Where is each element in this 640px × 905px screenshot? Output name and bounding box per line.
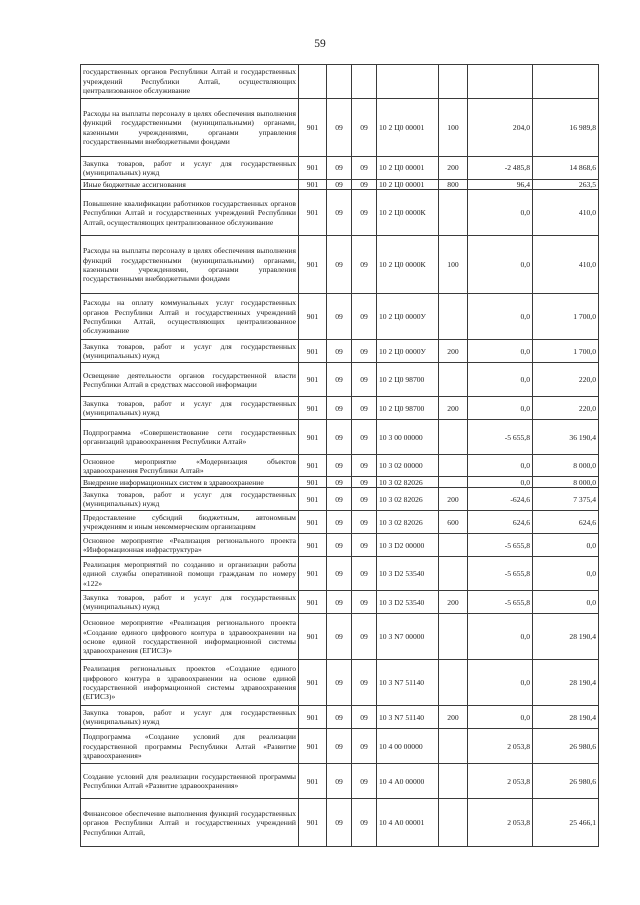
expense-type-cell: 200: [439, 706, 468, 729]
row-name-cell: Закупка товаров, работ и услуг для государственных (муниципальных) нужд: [81, 706, 299, 729]
expense-type-cell: [439, 477, 468, 488]
expense-type-cell: [439, 190, 468, 236]
subsection-cell: 09: [352, 799, 377, 847]
total-amount-cell: 263,5: [533, 180, 599, 190]
target-article-cell: 10 3 02 82026: [377, 477, 439, 488]
section-cell: 09: [327, 340, 352, 363]
change-amount-cell: [468, 65, 533, 99]
expense-type-cell: [439, 294, 468, 340]
admin-code-cell: 901: [299, 294, 327, 340]
table-row: [81, 65, 599, 99]
total-amount-cell: 28 190,4: [533, 614, 599, 660]
table-row: [81, 294, 599, 340]
target-article-cell: 10 3 02 00000: [377, 455, 439, 477]
target-article-cell: 10 3 N7 51140: [377, 660, 439, 706]
row-name-cell: Закупка товаров, работ и услуг для государственных (муниципальных) нужд: [81, 340, 299, 363]
table-row: [81, 340, 599, 363]
admin-code-cell: 901: [299, 799, 327, 847]
change-amount-cell: 0,0: [468, 660, 533, 706]
section-cell: 09: [327, 420, 352, 455]
admin-code-cell: 901: [299, 190, 327, 236]
subsection-cell: 09: [352, 180, 377, 190]
table-row: [81, 180, 599, 190]
total-amount-cell: 8 000,0: [533, 477, 599, 488]
change-amount-cell: 2 053,8: [468, 764, 533, 799]
target-article-cell: [377, 65, 439, 99]
total-amount-cell: 26 980,6: [533, 764, 599, 799]
section-cell: 09: [327, 557, 352, 591]
target-article-cell: 10 2 Ц0 00001: [377, 157, 439, 180]
admin-code-cell: 901: [299, 397, 327, 420]
total-amount-cell: 28 190,4: [533, 660, 599, 706]
row-name-cell: Создание условий для реализации государственной программы Республики Алтай «Развитие здравоохранения»: [81, 764, 299, 799]
target-article-cell: 10 3 D2 53540: [377, 591, 439, 614]
expense-type-cell: [439, 557, 468, 591]
subsection-cell: 09: [352, 660, 377, 706]
table-row: [81, 660, 599, 706]
change-amount-cell: -5 655,8: [468, 557, 533, 591]
section-cell: 09: [327, 729, 352, 764]
expense-type-cell: [439, 534, 468, 557]
expense-type-cell: [439, 729, 468, 764]
subsection-cell: 09: [352, 764, 377, 799]
row-name-cell: Подпрограмма «Создание условий для реализации государственной программы Республики Алтай «Развитие здравоохранения»: [81, 729, 299, 764]
total-amount-cell: 220,0: [533, 397, 599, 420]
row-name-cell: Расходы на оплату коммунальных услуг государственных органов Республики Алтай и государственных учреждений Республики Алтай, осуществляющих централизованное обслуживание: [81, 294, 299, 340]
target-article-cell: 10 2 Ц0 0000К: [377, 190, 439, 236]
table-row: [81, 157, 599, 180]
change-amount-cell: -624,6: [468, 488, 533, 511]
table-row: [81, 764, 599, 799]
subsection-cell: 09: [352, 397, 377, 420]
section-cell: 09: [327, 99, 352, 157]
row-name-cell: Реализация мероприятий по созданию и организации работы единой службы оперативной помощи гражданам по номеру «122»: [81, 557, 299, 591]
section-cell: 09: [327, 534, 352, 557]
row-name-cell: Подпрограмма «Совершенствование сети государственных организаций здравоохранения Республики Алтай»: [81, 420, 299, 455]
total-amount-cell: 8 000,0: [533, 455, 599, 477]
total-amount-cell: 26 980,6: [533, 729, 599, 764]
target-article-cell: 10 2 Ц0 0000У: [377, 340, 439, 363]
change-amount-cell: 0,0: [468, 477, 533, 488]
total-amount-cell: 0,0: [533, 591, 599, 614]
change-amount-cell: 0,0: [468, 614, 533, 660]
expense-type-cell: [439, 363, 468, 397]
subsection-cell: [352, 65, 377, 99]
section-cell: 09: [327, 488, 352, 511]
section-cell: 09: [327, 799, 352, 847]
table-row: [81, 557, 599, 591]
subsection-cell: 09: [352, 488, 377, 511]
row-name-cell: Предоставление субсидий бюджетным, автономным учреждениям и иным некоммерческим организациям: [81, 511, 299, 534]
row-name-cell: Расходы на выплаты персоналу в целях обеспечения выполнения функций государственными (муниципальными) органами, казенными учреждениями, органами управления государственными внебюджетными фондами: [81, 99, 299, 157]
total-amount-cell: 7 375,4: [533, 488, 599, 511]
section-cell: 09: [327, 706, 352, 729]
subsection-cell: 09: [352, 99, 377, 157]
row-name-cell: Реализация региональных проектов «Создание единого цифрового контура в здравоохранении на основе единой государственной информационной системы здравоохранения (ЕГИСЗ)»: [81, 660, 299, 706]
total-amount-cell: [533, 65, 599, 99]
change-amount-cell: 0,0: [468, 706, 533, 729]
expense-type-cell: [439, 420, 468, 455]
table-row: [81, 488, 599, 511]
row-name-cell: государственных органов Республики Алтай и государственных учреждений Республики Алтай, осуществляющих централизованное обслуживание: [81, 65, 299, 99]
expense-type-cell: [439, 614, 468, 660]
target-article-cell: 10 3 D2 00000: [377, 534, 439, 557]
target-article-cell: 10 2 Ц0 00001: [377, 99, 439, 157]
table-row: [81, 455, 599, 477]
subsection-cell: 09: [352, 340, 377, 363]
row-name-cell: Освещение деятельности органов государственной власти Республики Алтай в средствах массовой информации: [81, 363, 299, 397]
target-article-cell: 10 2 Ц0 0000К: [377, 236, 439, 294]
admin-code-cell: 901: [299, 180, 327, 190]
section-cell: 09: [327, 236, 352, 294]
admin-code-cell: 901: [299, 729, 327, 764]
admin-code-cell: 901: [299, 477, 327, 488]
expense-type-cell: 200: [439, 591, 468, 614]
change-amount-cell: 0,0: [468, 340, 533, 363]
admin-code-cell: 901: [299, 764, 327, 799]
expense-type-cell: [439, 455, 468, 477]
section-cell: 09: [327, 363, 352, 397]
table-row: [81, 706, 599, 729]
subsection-cell: 09: [352, 294, 377, 340]
row-name-cell: Основное мероприятие «Реализация регионального проекта «Информационная инфраструктура»: [81, 534, 299, 557]
subsection-cell: 09: [352, 591, 377, 614]
row-name-cell: Закупка товаров, работ и услуг для государственных (муниципальных) нужд: [81, 488, 299, 511]
subsection-cell: 09: [352, 236, 377, 294]
change-amount-cell: 0,0: [468, 190, 533, 236]
section-cell: [327, 65, 352, 99]
change-amount-cell: 624,6: [468, 511, 533, 534]
table-row: [81, 236, 599, 294]
section-cell: 09: [327, 591, 352, 614]
expense-type-cell: [439, 764, 468, 799]
total-amount-cell: 36 190,4: [533, 420, 599, 455]
admin-code-cell: 901: [299, 340, 327, 363]
subsection-cell: 09: [352, 477, 377, 488]
table-row: [81, 614, 599, 660]
section-cell: 09: [327, 764, 352, 799]
change-amount-cell: 0,0: [468, 294, 533, 340]
target-article-cell: 10 3 N7 51140: [377, 706, 439, 729]
admin-code-cell: 901: [299, 660, 327, 706]
target-article-cell: 10 3 02 82026: [377, 511, 439, 534]
admin-code-cell: 901: [299, 488, 327, 511]
change-amount-cell: 2 053,8: [468, 799, 533, 847]
table-row: [81, 420, 599, 455]
total-amount-cell: 16 989,8: [533, 99, 599, 157]
section-cell: 09: [327, 157, 352, 180]
admin-code-cell: 901: [299, 236, 327, 294]
row-name-cell: Расходы на выплаты персоналу в целях обеспечения выполнения функций государственными (муниципальными) органами, казенными учреждениями, органами управления государственными внебюджетными фондами: [81, 236, 299, 294]
expense-type-cell: 100: [439, 99, 468, 157]
change-amount-cell: 0,0: [468, 455, 533, 477]
subsection-cell: 09: [352, 614, 377, 660]
expense-type-cell: 100: [439, 236, 468, 294]
expense-type-cell: [439, 65, 468, 99]
section-cell: 09: [327, 660, 352, 706]
total-amount-cell: 1 700,0: [533, 340, 599, 363]
target-article-cell: 10 4 А0 00000: [377, 764, 439, 799]
change-amount-cell: -5 655,8: [468, 420, 533, 455]
target-article-cell: 10 3 N7 00000: [377, 614, 439, 660]
row-name-cell: Основное мероприятие «Реализация регионального проекта «Создание единого цифрового контура в здравоохранении на основе единой государственной информационной системы здравоохранения (ЕГИСЗ)»: [81, 614, 299, 660]
table-body: [81, 65, 599, 847]
change-amount-cell: 96,4: [468, 180, 533, 190]
table-row: [81, 397, 599, 420]
total-amount-cell: 410,0: [533, 190, 599, 236]
table-row: [81, 99, 599, 157]
target-article-cell: 10 2 Ц0 00001: [377, 180, 439, 190]
change-amount-cell: -5 655,8: [468, 591, 533, 614]
admin-code-cell: 901: [299, 614, 327, 660]
table-row: [81, 363, 599, 397]
expense-type-cell: 200: [439, 157, 468, 180]
subsection-cell: 09: [352, 363, 377, 397]
page-number: 59: [314, 38, 326, 50]
row-name-cell: Иные бюджетные ассигнования: [81, 180, 299, 190]
change-amount-cell: 204,0: [468, 99, 533, 157]
subsection-cell: 09: [352, 706, 377, 729]
section-cell: 09: [327, 397, 352, 420]
expense-type-cell: [439, 660, 468, 706]
table-row: [81, 799, 599, 847]
subsection-cell: 09: [352, 729, 377, 764]
table-row: [81, 190, 599, 236]
admin-code-cell: 901: [299, 534, 327, 557]
table-row: [81, 591, 599, 614]
admin-code-cell: 901: [299, 363, 327, 397]
section-cell: 09: [327, 190, 352, 236]
total-amount-cell: 220,0: [533, 363, 599, 397]
subsection-cell: 09: [352, 190, 377, 236]
section-cell: 09: [327, 477, 352, 488]
table-row: [81, 534, 599, 557]
budget-table: [80, 64, 599, 847]
section-cell: 09: [327, 614, 352, 660]
total-amount-cell: 14 868,6: [533, 157, 599, 180]
table-row: [81, 511, 599, 534]
subsection-cell: 09: [352, 534, 377, 557]
subsection-cell: 09: [352, 511, 377, 534]
total-amount-cell: 28 190,4: [533, 706, 599, 729]
row-name-cell: Повышение квалификации работников государственных органов Республики Алтай и государственных учреждений Республики Алтай, осуществляющих централизованное обслуживание: [81, 190, 299, 236]
target-article-cell: 10 4 А0 00001: [377, 799, 439, 847]
row-name-cell: Основное мероприятие «Модернизация объектов здравоохранения Республики Алтай»: [81, 455, 299, 477]
total-amount-cell: 410,0: [533, 236, 599, 294]
target-article-cell: 10 3 00 00000: [377, 420, 439, 455]
row-name-cell: Внедрение информационных систем в здравоохранение: [81, 477, 299, 488]
section-cell: 09: [327, 511, 352, 534]
subsection-cell: 09: [352, 420, 377, 455]
subsection-cell: 09: [352, 157, 377, 180]
admin-code-cell: 901: [299, 557, 327, 591]
target-article-cell: 10 2 Ц0 98700: [377, 363, 439, 397]
row-name-cell: Финансовое обеспечение выполнения функций государственных органов Республики Алтай и государственных учреждений Республики Алтай,: [81, 799, 299, 847]
total-amount-cell: 25 466,1: [533, 799, 599, 847]
row-name-cell: Закупка товаров, работ и услуг для государственных (муниципальных) нужд: [81, 591, 299, 614]
expense-type-cell: 200: [439, 488, 468, 511]
section-cell: 09: [327, 180, 352, 190]
admin-code-cell: 901: [299, 706, 327, 729]
admin-code-cell: 901: [299, 591, 327, 614]
admin-code-cell: 901: [299, 420, 327, 455]
subsection-cell: 09: [352, 455, 377, 477]
total-amount-cell: 624,6: [533, 511, 599, 534]
table-row: [81, 729, 599, 764]
admin-code-cell: 901: [299, 455, 327, 477]
expense-type-cell: 200: [439, 397, 468, 420]
admin-code-cell: [299, 65, 327, 99]
row-name-cell: Закупка товаров, работ и услуг для государственных (муниципальных) нужд: [81, 157, 299, 180]
change-amount-cell: 0,0: [468, 397, 533, 420]
admin-code-cell: 901: [299, 99, 327, 157]
target-article-cell: 10 2 Ц0 98700: [377, 397, 439, 420]
target-article-cell: 10 3 02 82026: [377, 488, 439, 511]
expense-type-cell: 600: [439, 511, 468, 534]
table-row: [81, 477, 599, 488]
expense-type-cell: [439, 799, 468, 847]
expense-type-cell: 800: [439, 180, 468, 190]
admin-code-cell: 901: [299, 511, 327, 534]
change-amount-cell: -2 485,8: [468, 157, 533, 180]
change-amount-cell: 0,0: [468, 236, 533, 294]
change-amount-cell: 0,0: [468, 363, 533, 397]
total-amount-cell: 0,0: [533, 557, 599, 591]
total-amount-cell: 1 700,0: [533, 294, 599, 340]
section-cell: 09: [327, 294, 352, 340]
row-name-cell: Закупка товаров, работ и услуг для государственных (муниципальных) нужд: [81, 397, 299, 420]
total-amount-cell: 0,0: [533, 534, 599, 557]
section-cell: 09: [327, 455, 352, 477]
admin-code-cell: 901: [299, 157, 327, 180]
target-article-cell: 10 2 Ц0 0000У: [377, 294, 439, 340]
expense-type-cell: 200: [439, 340, 468, 363]
change-amount-cell: 2 053,8: [468, 729, 533, 764]
target-article-cell: 10 3 D2 53540: [377, 557, 439, 591]
target-article-cell: 10 4 00 00000: [377, 729, 439, 764]
change-amount-cell: -5 655,8: [468, 534, 533, 557]
subsection-cell: 09: [352, 557, 377, 591]
